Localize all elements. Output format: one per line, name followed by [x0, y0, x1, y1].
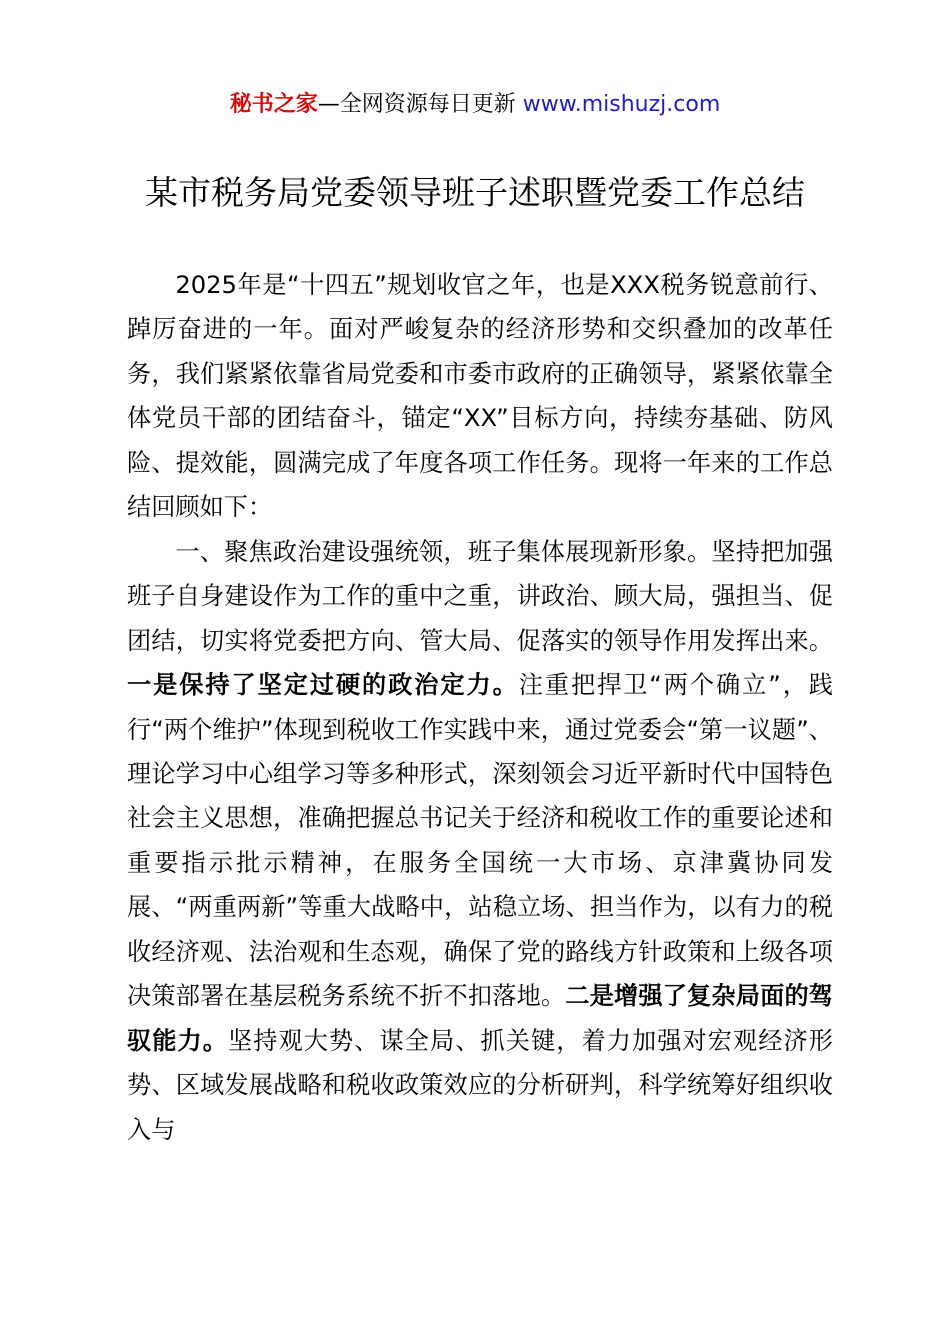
point-two-heading: 二是增强了复杂局面的驾驭能力。: [127, 982, 833, 1055]
site-url-link[interactable]: www.mishuzj.com: [522, 92, 721, 117]
section-one-text-3: 坚持观大势、谋全局、抓关键，着力加强对宏观经济形势、区域发展战略和税收政策效应的分析研判，科学统筹好组织收入与: [127, 1026, 833, 1144]
site-header: [0, 88, 950, 122]
header-slogan: —全网资源每日更新: [317, 92, 523, 117]
document-title: 某市税务局党委领导班子述职暨党委工作总结: [145, 173, 805, 212]
point-one-heading: 一是保持了坚定过硬的政治定力。: [127, 671, 519, 700]
document-body: [127, 263, 833, 1152]
brand-name: 秘书之家: [229, 92, 318, 117]
intro-paragraph: 2025年是“十四五”规划收官之年，也是XXX税务锐意前行、踔厉奋进的一年。面对严峻复杂的经济形势和交织叠加的改革任务，我们紧紧依靠省局党委和市委市政府的正确领导，紧紧依靠全体党员干部的团结奋斗，锚定“XX”目标方向，持续夯基础、防风险、提效能，圆满完成了年度各项工作任务。现将一年来的工作总结回顾如下：: [127, 271, 833, 522]
section-one-text-1: 坚持把加强班子自身建设作为工作的重中之重，讲政治、顾大局，强担当、促团结，切实将党委把方向、管大局、促落实的领导作用发挥出来。: [127, 537, 833, 655]
section-one-text-2: 注重把捍卫“两个确立”，践行“两个维护”体现到税收工作实践中来，通过党委会“第一议题”、理论学习中心组学习等多种形式，深刻领会习近平新时代中国特色社会主义思想，准确把握总书记关于经济和税收工作的重要论述和重要指示批示精神，在服务全国统一大市场、京津冀协同发展、“两重两新”等重大战略中，站稳立场、担当作为，以有力的税收经济观、法治观和生态观，确保了党的路线方针政策和上级各项决策部署在基层税务系统不折不扣落地。: [127, 671, 833, 1011]
section-one-paragraph: [127, 530, 833, 1152]
section-one-heading: 一、聚焦政治建设强统领，班子集体展现新形象。: [175, 537, 712, 566]
